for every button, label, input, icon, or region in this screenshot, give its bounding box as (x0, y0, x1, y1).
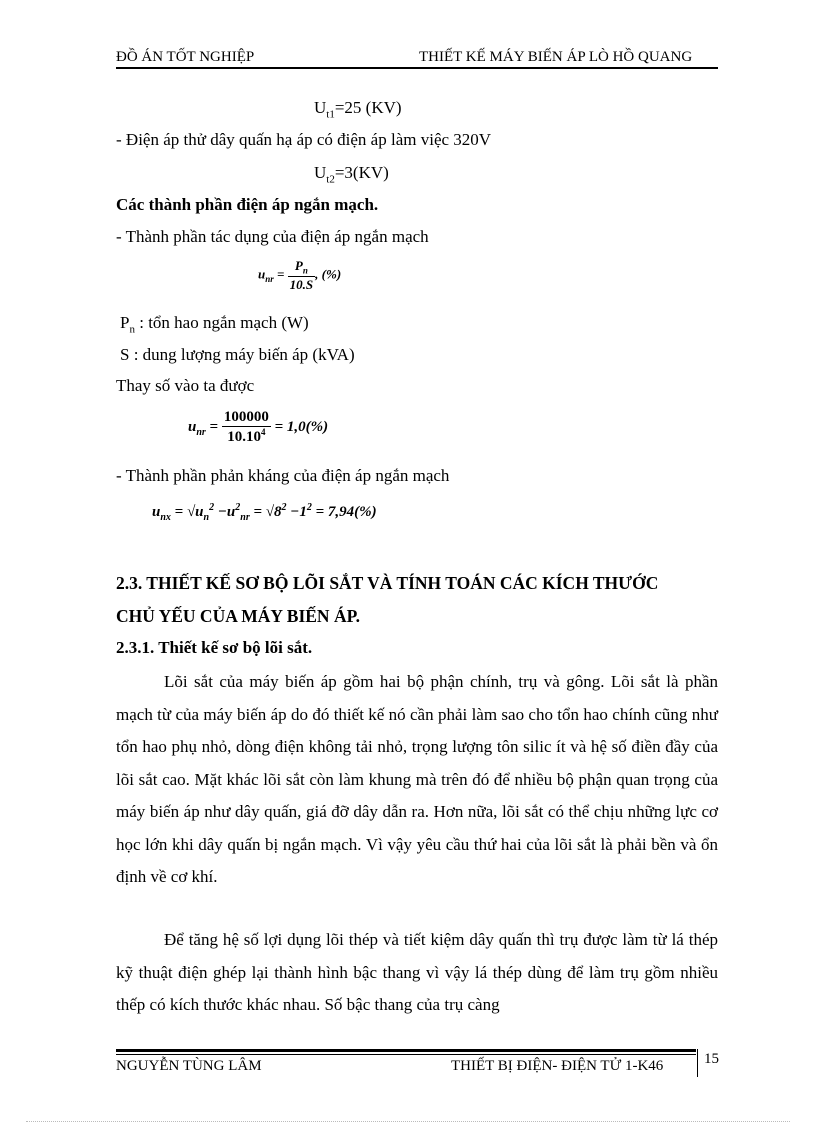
formula-unx (152, 502, 377, 523)
f3-part-e: 2 (235, 502, 241, 513)
header-right: THIẾT KẾ MÁY BIẾN ÁP LÒ HỒ QUANG (419, 49, 693, 65)
header-left: ĐỒ ÁN TỐT NGHIỆP (116, 49, 255, 65)
f3-part-j: 2 (306, 502, 312, 513)
section-title-line-2: CHỦ YẾU CỦA MÁY BIẾN ÁP. (116, 606, 361, 626)
ut2-sub: t2 (326, 173, 335, 186)
f3-lhs-sub: nx (160, 512, 171, 523)
f1-numerator: P (294, 258, 303, 273)
f1-fraction (288, 258, 315, 293)
f2-lhs-sub: nr (196, 426, 206, 438)
text-line-1: - Điện áp thử dây quấn hạ áp có điện áp làm việc 320V (116, 130, 492, 149)
section-title-line-1: 2.3. THIẾT KẾ SƠ BỘ LÕI SẮT VÀ TÍNH TOÁN CÁC KÍCH THƯỚC (116, 573, 659, 593)
f3-part-f: nr (240, 512, 250, 523)
f3-part-h: 2 (281, 502, 287, 513)
pn-sub: n (129, 323, 135, 336)
footer-rule-thick (116, 1049, 696, 1052)
f3-part-d: −u (214, 504, 236, 520)
f2-denominator: 10.10 (227, 429, 261, 445)
formula-unr-value: $u_{nr}$ = $\frac{100000}{10.10^4}$ = 1,0(%) (188, 409, 329, 445)
ut1-base: U (314, 98, 327, 117)
section-voltage-heading: Các thành phần điện áp ngắn mạch. (116, 195, 379, 214)
f3-part-g: = √8 (249, 504, 282, 520)
header-rule (116, 67, 718, 69)
f1-lhs: u (258, 266, 266, 282)
pn-desc: : tổn hao ngắn mạch (W) (134, 313, 309, 332)
ut2-base: U (314, 163, 327, 182)
f3-lhs: u (152, 504, 161, 520)
f2-lhs: u (188, 418, 197, 435)
ut1-value: =25 (KV) (334, 98, 402, 117)
f1-denominator: 10.S (289, 276, 314, 292)
page-bottom-edge (26, 1121, 790, 1122)
subsection-title: 2.3.1. Thiết kế sơ bộ lõi sắt. (116, 638, 313, 657)
f3-part-b: n (203, 512, 210, 523)
f2-fraction (222, 409, 271, 446)
f3-part-a: = √u (170, 504, 204, 520)
s-description: S : dung lượng máy biến áp (kVA) (120, 345, 355, 364)
pn-base: P (120, 313, 130, 332)
ut1-sub: t1 (326, 108, 335, 121)
footer-rule-thin (116, 1054, 696, 1055)
footer-vertical-rule (697, 1049, 698, 1077)
f1-lhs-sub: nr (265, 273, 274, 284)
text-line-3: - Thành phần phản kháng của điện áp ngắn mạch (116, 466, 450, 485)
text-line-2: - Thành phần tác dụng của điện áp ngắn mạch (116, 227, 429, 246)
footer-left: NGUYỄN TÙNG LÂM (116, 1058, 262, 1074)
f2-numerator: 100000 (223, 409, 269, 425)
paragraph-1: Lõi sắt của máy biến áp gồm hai bộ phận chính, trụ và gông. Lõi sắt là phần mạch từ của máy biến áp do đó thiết kế nó cần phải làm sao cho tổn hao chính cũng như tổn hao phụ nhỏ, dòng điện không tải nhỏ, trọng lượng tôn silic ít và hệ số điền đầy của lõi sắt cao. Mặt khác lõi sắt còn làm khung mà trên đó để nhiều bộ phận quan trọng của máy biến áp như dây quấn, giá đỡ dây dẫn ra. Hơn nữa, lõi sắt có thể chịu những lực cơ học lớn khi dây quấn bị ngắn mạch. Vì vậy yêu cầu thứ hai của lõi sắt là phải bền và ổn định về cơ khí. (116, 672, 718, 886)
f2-denominator-sup: 4 (260, 427, 266, 437)
ut1-line (314, 98, 402, 120)
ut2-value: =3(KV) (334, 163, 389, 182)
formula-unr-definition: $u_{nr}$ = $\frac{P_n}{10.S}$ , (%) (258, 258, 342, 292)
substitute-line: Thay số vào ta được (116, 376, 255, 395)
f1-numerator-sub: n (302, 265, 308, 276)
page-number: 15 (704, 1051, 719, 1067)
f3-part-c: 2 (209, 502, 215, 513)
f3-part-k: = 7,94(%) (311, 504, 377, 520)
pn-description (120, 313, 309, 335)
f2-tail: = 1,0(%) (274, 418, 329, 435)
paragraph-2: Để tăng hệ số lợi dụng lõi thép và tiết kiệm dây quấn thì trụ được làm từ lá thép kỹ thuật điện ghép lại thành hình bậc thang vì vậy lá thép dùng để làm trụ gồm nhiều thếp có kích thước khác nhau. Số bậc thang của trụ càng (116, 930, 718, 1014)
f1-tail: , (%) (315, 266, 342, 282)
footer-right: THIẾT BỊ ĐIỆN- ĐIỆN TỬ 1-K46 (451, 1058, 664, 1074)
ut2-line (314, 163, 389, 185)
f3-part-i: −1 (286, 504, 307, 520)
